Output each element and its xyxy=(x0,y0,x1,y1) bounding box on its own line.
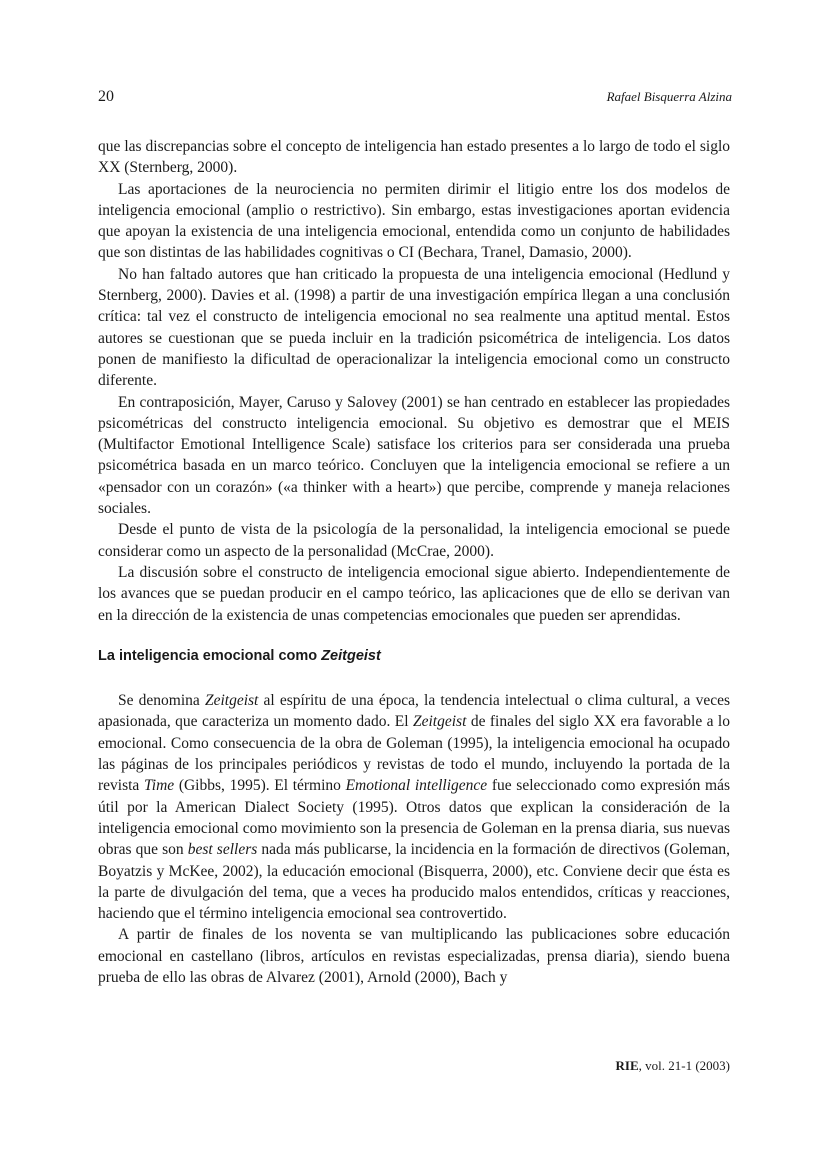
text-run: No han faltado autores que han criticado la propuesta de una inteligencia emocional (Hedlund y Sternberg, 2000). Davies et al. (1998) a partir de una investigación empírica llegan a una conclusión crítica: tal vez el constructo de inteligencia emocional no sea realmente una aptitud mental. Estos autores se cuestionan que se pueda incluir en la tradición psicométrica de inteligencia. Los datos ponen de manifiesto la dificultad de operacionalizar la inteligencia emocional como un constructo diferente. xyxy=(98,265,730,390)
page-number: 20 xyxy=(98,88,114,105)
paragraph xyxy=(98,136,730,179)
text-run: al espíritu de una época, la tendencia intelectual o clima cultural, a veces apasionada, que caracteriza un momento dado. El xyxy=(98,692,730,731)
italic-run: best sellers xyxy=(187,841,258,859)
text-run: de finales del siglo XX era favorable a lo emocional. Como consecuencia de la obra de Goleman (1995), la inteligencia emocional ha ocupado las páginas de los principales periódicos y revistas de todo el mundo, incluyendo la portada de la revista xyxy=(98,713,730,795)
footer-journal: RIE xyxy=(615,1058,639,1073)
italic-run: Zeitgeist xyxy=(413,713,467,731)
paragraph xyxy=(98,690,730,924)
section-heading-italic: Zeitgeist xyxy=(321,647,381,664)
italic-run: Zeitgeist xyxy=(204,692,259,710)
italic-run: Emotional intelligence xyxy=(345,777,488,795)
text-run: La discusión sobre el constructo de inteligencia emocional sigue abierto. Independientemente de los avances que se puedan producir en el campo teórico, las aplicaciones que de ello se derivan van en la dirección de la existencia de unas competencias emocionales que pueden ser aprendidas. xyxy=(98,563,730,624)
body-text xyxy=(98,136,730,988)
paragraph xyxy=(98,562,730,626)
text-run: Se denomina xyxy=(118,692,205,710)
paragraph xyxy=(98,264,730,392)
text-run: A partir de finales de los noventa se van multiplicando las publicaciones sobre educación emocional en castellano (libros, artículos en revistas especializadas, prensa diaria), siendo buena prueba de ello las obras de Alvarez (2001), Arnold (2000), Bach y xyxy=(98,926,730,986)
running-head-author: Rafael Bisquerra Alzina xyxy=(606,89,732,104)
paragraph xyxy=(98,179,730,264)
text-run: (Gibbs, 1995). El término xyxy=(174,777,346,795)
paragraphs-after-heading xyxy=(98,690,730,988)
text-run: Las aportaciones de la neurociencia no permiten dirimir el litigio entre los dos modelos de inteligencia emocional (amplio o restrictivo). Sin embargo, estas investigaciones aportan evidencia que apoyan la existencia de una inteligencia emocional, entendida como un conjunto de habilidades que son distintas de las habilidades cognitivas o CI (Bechara, Tranel, Damasio, 2000). xyxy=(98,180,730,262)
section-heading xyxy=(98,646,730,667)
text-run: nada más publicarse, la incidencia en la formación de directivos (Goleman, Boyatzis y McKee, 2002), la educación emocional (Bisquerra, 2000), etc. Conviene decir que ésta es la parte de divulgación del tema, que a veces ha producido malos entendidos, críticas y reacciones, haciendo que el término inteligencia emocional sea controvertido. xyxy=(98,841,730,923)
text-run: fue seleccionado como expresión más útil por la American Dialect Society (1995). Otros datos que explican la consideración de la inteligencia emocional como movimiento son la presencia de Goleman en la prensa diaria, sus nuevas obras que son xyxy=(98,777,731,859)
paragraph xyxy=(98,519,730,562)
text-run: En contraposición, Mayer, Caruso y Salovey (2001) se han centrado en establecer las propiedades psicométricas del constructo inteligencia emocional. Su objetivo es demostrar que el MEIS (Multifactor Emotional Intelligence Scale) satisface los criterios para ser considerada una prueba psicométrica basada en un marco teórico. Concluyen que la inteligencia emocional se refiere a un «pensador con un corazón» («a thinker with a heart») que percibe, comprende y maneja relaciones sociales. xyxy=(98,393,730,518)
paragraph xyxy=(98,924,730,988)
paragraphs-before-heading xyxy=(98,136,730,626)
text-run: que las discrepancias sobre el concepto de inteligencia han estado presentes a lo largo de todo el siglo XX (Sternberg, 2000). xyxy=(98,138,730,177)
footer-citation xyxy=(616,1058,730,1074)
text-run: Desde el punto de vista de la psicología de la personalidad, la inteligencia emocional se puede considerar como un aspecto de la personalidad (McCrae, 2000). xyxy=(98,521,730,560)
italic-run: Time xyxy=(144,777,175,795)
section-heading-prefix: La inteligencia emocional como xyxy=(98,647,322,664)
footer-volume: , vol. 21-1 (2003) xyxy=(638,1058,730,1073)
paragraph xyxy=(98,392,730,520)
